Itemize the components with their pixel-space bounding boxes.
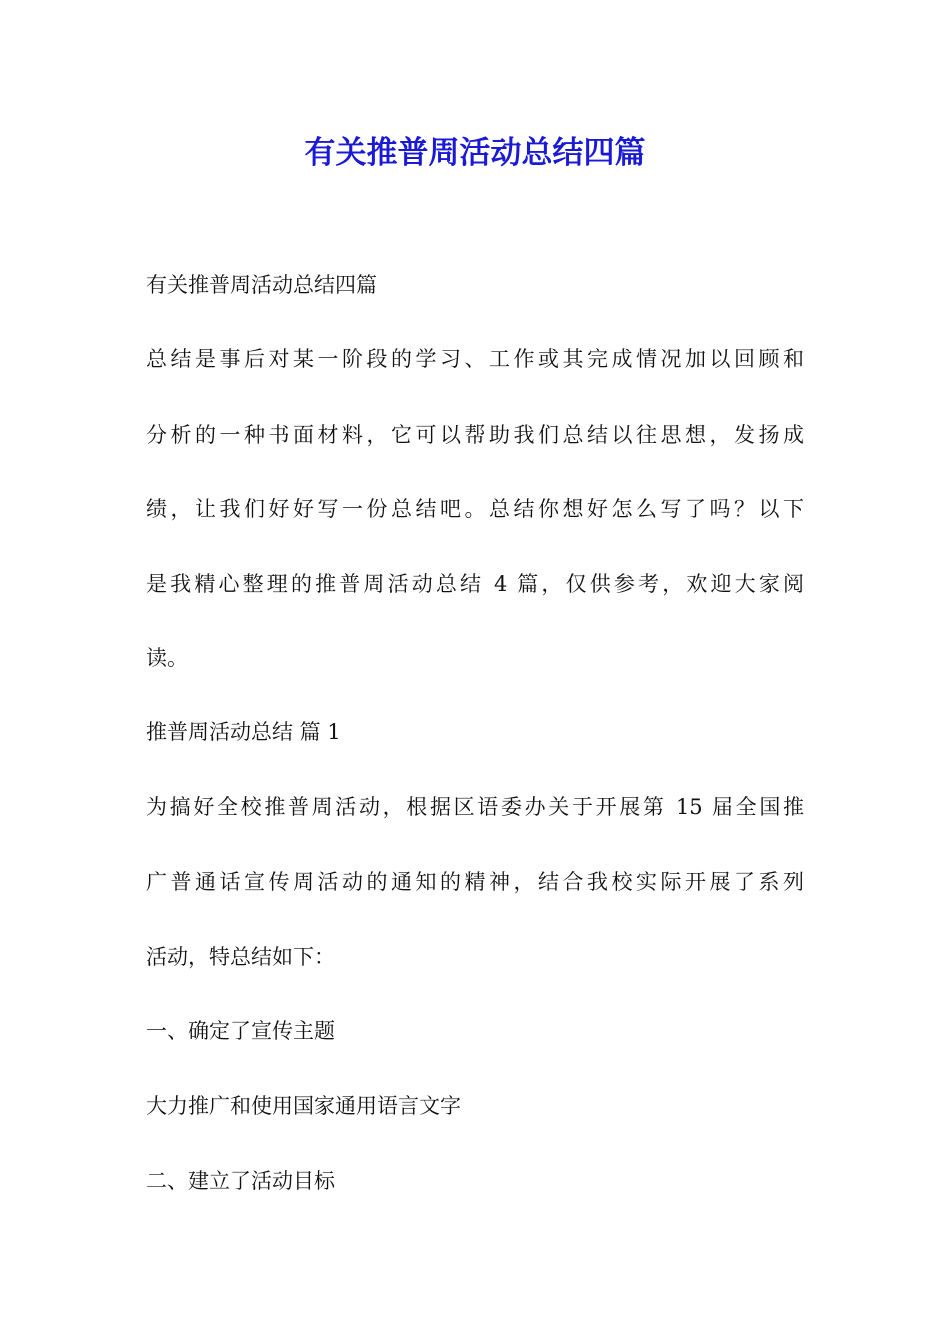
paragraph-line: 绩，让我们好好写一份总结吧。总结你想好怎么写了吗？以下 [146,497,804,521]
paragraph-line: 为搞好全校推普周活动，根据区语委办关于开展第 15 届全国推 [146,795,804,819]
paragraph-line: 是我精心整理的推普周活动总结 4 篇，仅供参考，欢迎大家阅 [146,572,804,596]
paragraph-line: 大力推广和使用国家通用语言文字 [146,1094,461,1118]
paragraph-line: 总结是事后对某一阶段的学习、工作或其完成情况加以回顾和 [146,347,804,371]
section-heading: 推普周活动总结 篇 1 [146,720,341,744]
paragraph-line: 读。 [146,646,188,670]
paragraph-line: 活动，特总结如下： [146,945,335,969]
paragraph-line: 广普通话宣传周活动的通知的精神，结合我校实际开展了系列 [146,870,804,894]
document-title: 有关推普周活动总结四篇 [304,135,646,171]
section-heading: 一、确定了宣传主题 [146,1019,335,1043]
section-heading: 二、建立了活动目标 [146,1169,335,1193]
paragraph-line: 分析的一种书面材料，它可以帮助我们总结以往思想，发扬成 [146,423,804,447]
subtitle-line: 有关推普周活动总结四篇 [146,273,377,297]
